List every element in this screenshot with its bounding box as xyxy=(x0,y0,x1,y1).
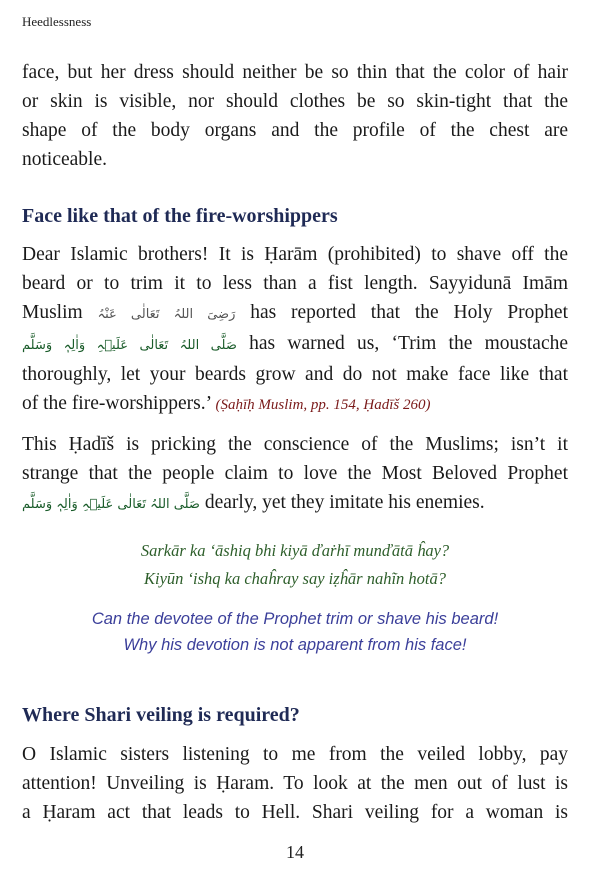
text-line: O Islamic sisters listening to me from the veiled lobby, pay xyxy=(22,744,568,765)
text-line xyxy=(22,329,568,360)
text-line: This Ḥadīš is pricking the conscience of the Muslims; isn’t it xyxy=(22,434,568,455)
text-line: thoroughly, let your beards grow and do not make face like that xyxy=(22,364,568,385)
page-number: 14 xyxy=(286,842,304,862)
text-line: Dear Islamic brothers! It is Ḥarām (prohibited) to shave off the xyxy=(22,244,568,265)
text-line: face, but her dress should neither be so thin that the color of hair xyxy=(22,62,568,83)
text-fragment: has reported that the Holy Prophet xyxy=(250,302,568,323)
text-fragment: of the fire-worshippers.’ xyxy=(22,393,211,414)
text-fragment: dearly, yet they imitate his enemies. xyxy=(204,492,485,513)
paragraph-veiling xyxy=(22,740,568,827)
text-line: shape of the body organs and the profile of the chest are xyxy=(22,120,568,141)
verse-translation xyxy=(0,606,590,658)
citation: (Ṣaḥīḥ Muslim, pp. 154, Ḥadīš 260) xyxy=(215,397,431,413)
text-line: strange that the people claim to love the Most Beloved Prophet xyxy=(22,463,568,484)
running-head: Heedlessness xyxy=(22,14,92,29)
text-line xyxy=(22,488,568,519)
verse-transliteration xyxy=(0,537,590,593)
verse-line: Can the devotee of the Prophet trim or shave his beard! xyxy=(91,610,499,628)
text-line xyxy=(22,389,568,420)
text-line: attention! Unveiling is Ḥaram. To look at the men out of lust is xyxy=(22,773,568,794)
section-heading: Where Shari veiling is required? xyxy=(22,704,300,726)
text-line: or skin is visible, nor should clothes be so skin-tight that the xyxy=(22,91,568,112)
arabic-salutation: صَلَّی اللہُ تَعَالٰی عَلَیۡہِ وَاٰلِہٖ وَسَلَّم xyxy=(22,497,200,512)
text-line: noticeable. xyxy=(22,149,107,170)
arabic-honorific: رَضِیَ اللہُ تَعَالٰی عَنْہُ xyxy=(97,307,236,322)
arabic-salutation: صَلَّی اللہُ تَعَالٰی عَلَیۡہِ وَاٰلِہٖ وَسَلَّم xyxy=(22,338,237,353)
verse-line: Kiyūn ‘ishq ka chaĥray say iẓĥār nahĩn hotā? xyxy=(143,569,447,588)
verse-line: Sarkār ka ‘āshiq bhi kiyā ďaṙhī munďātā ĥay? xyxy=(140,541,450,560)
text-line: beard or to trim it to less than a fist length. Sayyidunā Imām xyxy=(22,273,568,294)
text-fragment: Muslim xyxy=(22,302,83,323)
paragraph-conscience xyxy=(22,430,568,519)
intro-paragraph xyxy=(22,58,568,174)
section-heading: Face like that of the fire-worshippers xyxy=(22,205,338,227)
text-fragment: has warned us, ‘Trim the moustache xyxy=(249,333,569,354)
text-line xyxy=(22,298,568,329)
verse-line: Why his devotion is not apparent from his face! xyxy=(123,636,467,654)
paragraph-prophet-hadith xyxy=(22,240,568,420)
text-line: a Ḥaram act that leads to Hell. Shari veiling for a woman is xyxy=(22,802,568,823)
